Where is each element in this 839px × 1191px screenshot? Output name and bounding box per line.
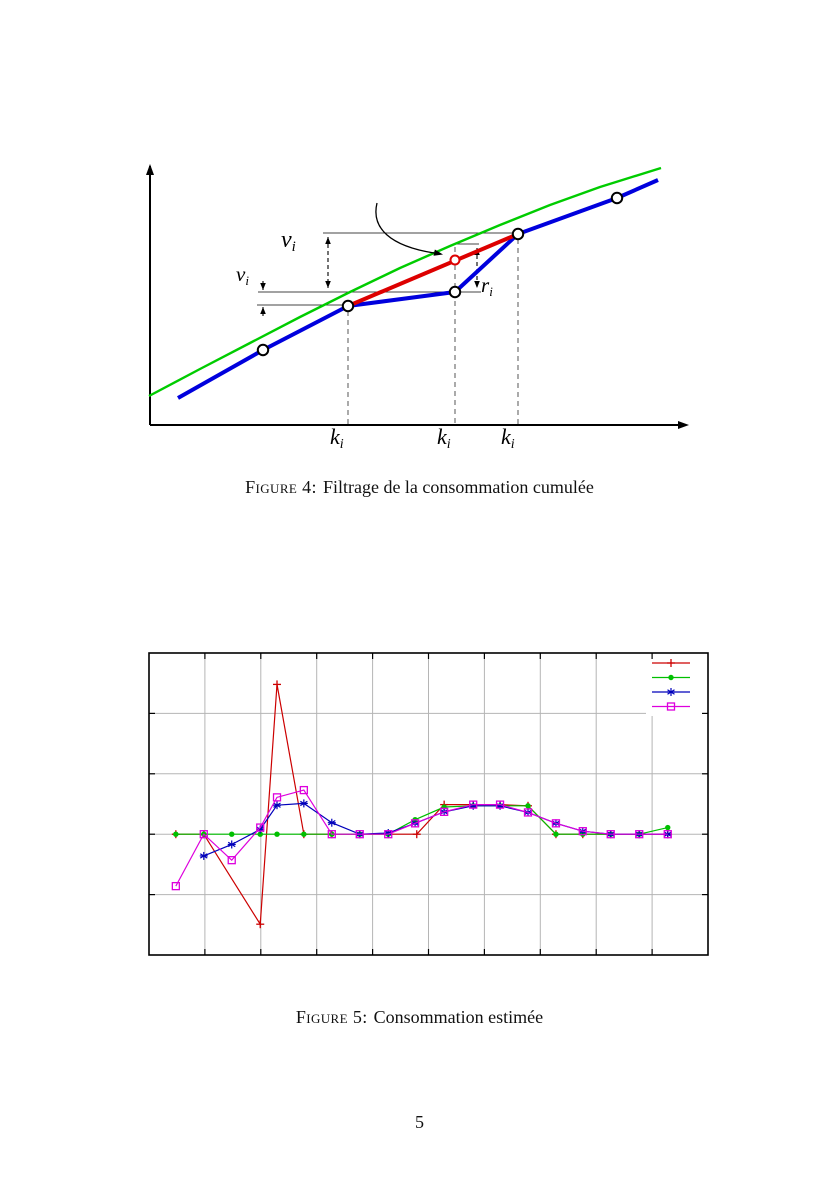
arrowhead [678,421,689,429]
figure5-chart [149,653,708,955]
interpolated-point-marker [451,256,460,265]
figure5-caption-label: Figure 5: [295,1007,368,1027]
arrowhead [260,283,266,290]
marker-dot [274,832,279,837]
data-point-marker [343,301,353,311]
figure4-diagram [146,164,689,452]
marker-dot [173,832,178,837]
arrowhead [260,307,266,314]
data-point-marker [258,345,268,355]
arrowhead [325,237,331,244]
arrowhead [474,281,480,288]
marker-dot [668,675,673,680]
series-red-line [176,684,668,924]
series-green-line [176,806,668,834]
marker-dot [525,803,530,808]
arrowhead [325,281,331,288]
label-ki-3: ki [501,424,515,452]
figure4-caption-text: Filtrage de la consommation cumulée [322,477,594,497]
marker-dot [665,825,670,830]
label-vi-small: vi [236,262,249,288]
figure4-caption-label: Figure 4: [245,477,317,497]
annotation-arrow [376,203,434,253]
label-vi-large: vi [281,227,296,255]
data-point-marker [513,229,523,239]
label-ri: ri [481,273,493,299]
label-ki-1: ki [330,424,344,452]
page-number: 5 [415,1112,424,1132]
marker-dot [553,832,558,837]
figure5-caption [0,1007,839,1028]
arrowhead [146,164,154,175]
data-point-marker [612,193,622,203]
marker-dot [229,832,234,837]
label-ki-2: ki [437,424,451,452]
figure5-caption-text: Consommation estimée [373,1007,544,1027]
marker-dot [301,832,306,837]
data-point-marker [450,287,460,297]
series-magenta-line [176,790,668,886]
figure4-caption [0,477,839,498]
blue-piecewise-line [178,180,658,398]
